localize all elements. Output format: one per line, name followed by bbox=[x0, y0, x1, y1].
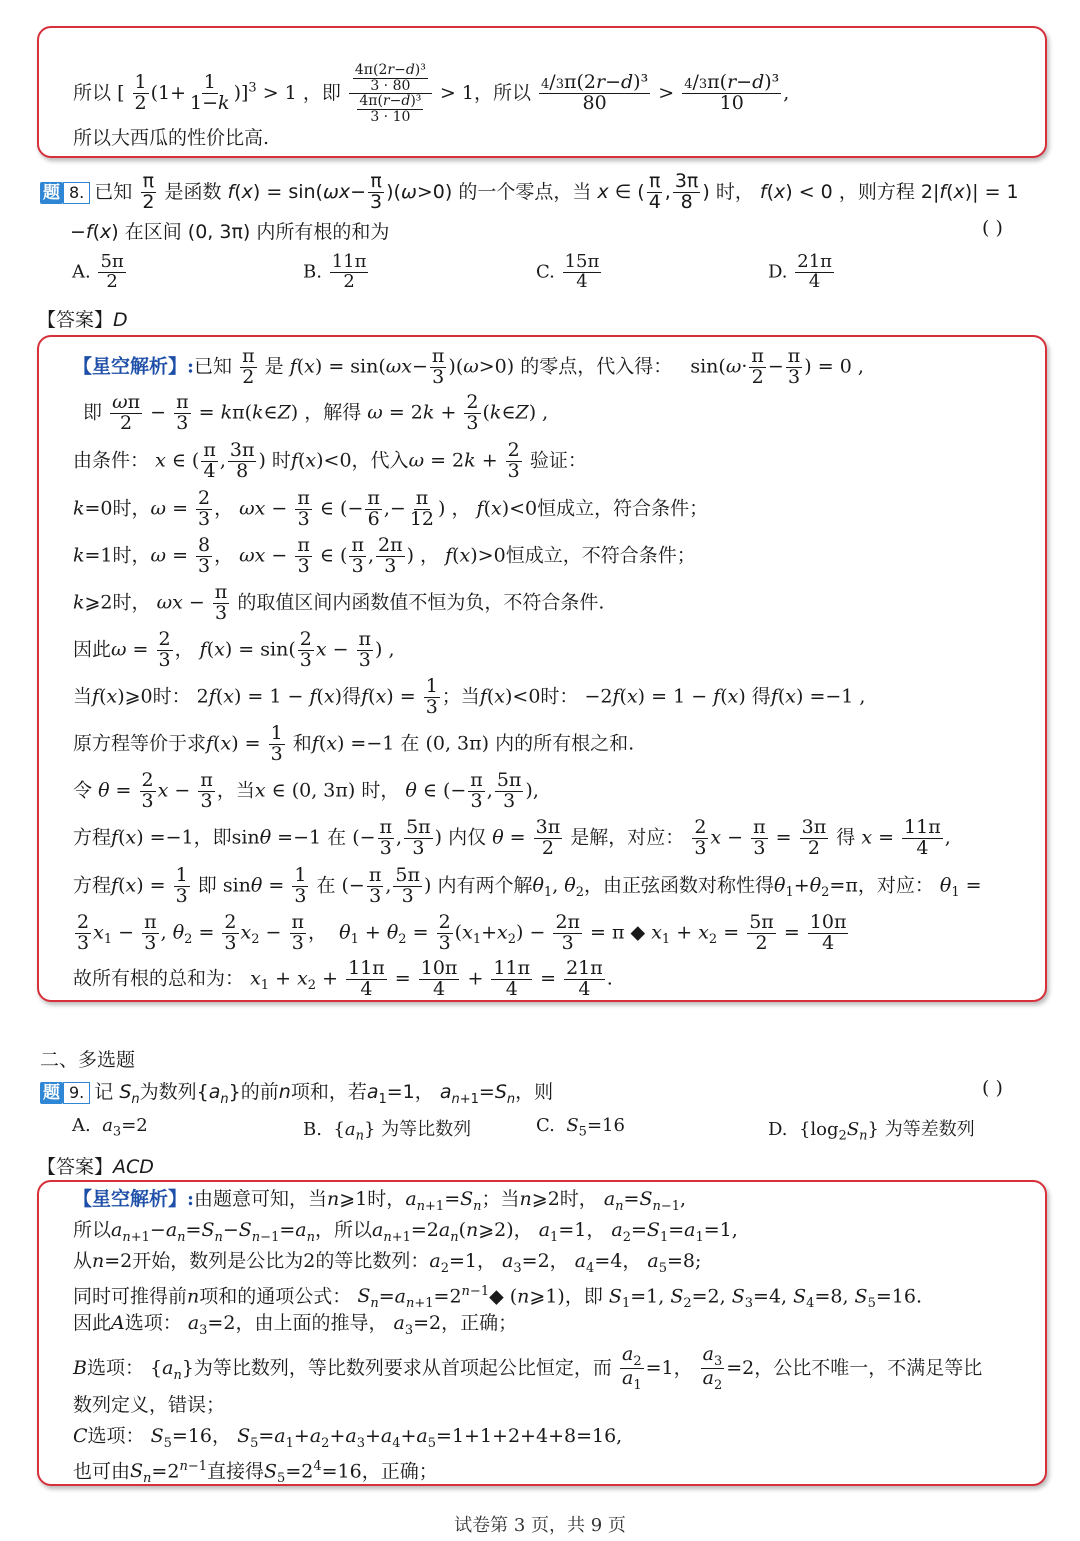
option-d[interactable]: D. $\{\log_2S_n\}$ 为等差数列 bbox=[768, 1119, 975, 1144]
sol8-line13: $\frac{2}{3}$ $x_1$ − $\frac{\pi}{3}$ , $\theta_2$ = $\frac{2}{3}$ $x_2$ − $\frac{\pi}{3}$ ， $\theta_1 + \theta_2$ = $\frac{2}{3}$ $(x_1+x_2)$ − $\frac{2\pi}{3}$ = π ◆ $x_1 + x_2$ = $\frac{5\pi}{2}$ = $\frac{10\pi}{4}$ bbox=[77, 911, 847, 954]
sol8-line7: 因此ω = $\frac{2}{3}$ ， f(x) = sin( $\frac{2}{3}$ x − $\frac{\pi}{3}$ ) , bbox=[73, 628, 395, 671]
solution-box-q8 bbox=[37, 335, 1047, 1002]
page-footer: 试卷第 3 页，共 9 页 bbox=[454, 1515, 626, 1536]
sol9-line2: 所以$a_{n+1}-a_n=S_n-S_{n-1}=a_n$，所以$a_{n+1}=2a_n(n⩾2)$， $a_1=1$， $a_2=S_1=a_1=1$, bbox=[73, 1219, 738, 1245]
sol9-line9: 也可由$S_n=2^{n-1}$直接得$S_5=2^4=16$，正确； bbox=[73, 1459, 438, 1487]
question-number: 8. bbox=[63, 182, 90, 204]
fraction-big-right: $\frac{\text{4/3π(r−d)³}}{10}$ bbox=[684, 71, 780, 115]
sol8-line10: 令 θ = $\frac{2}{3}$ x − $\frac{\pi}{3}$ ，当x ∈ (0, 3π) 时， θ ∈ (− $\frac{\pi}{3}$ , $\frac{5\pi}{3}$ ), bbox=[73, 769, 539, 812]
option-c[interactable]: C. $S_5=16$ bbox=[536, 1115, 625, 1140]
answer-8: 【答案】D bbox=[37, 309, 128, 331]
nested-fraction: $\frac{\frac{\text{4π(2r−d)³}}{3 \cdot 80}}{\frac{\text{4π(r−d)³}}{3 \cdot 10}}$ bbox=[349, 63, 432, 125]
sol9-line3: 从n=2开始，数列是公比为2的等比数列：$a_2=1$， $a_3=2$， $a_4=4$， $a_5=8$; bbox=[73, 1250, 702, 1276]
sol8-line4: k=0时，ω = $\frac{2}{3}$ ， ωx − $\frac{\pi}{3}$ ∈ (− $\frac{\pi}{6}$ ,− $\frac{\pi}{12}$ ) ， f(x)<0恒成立，符合条件； bbox=[73, 487, 709, 530]
sol8-line8: 当f(x)⩾0时： 2f(x) = 1 − f(x)得f(x) = $\frac{1}{3}$ ；当f(x)<0时： −2f(x) = 1 − f(x) 得f(x) =−1 , bbox=[73, 675, 866, 718]
sol9-line1: 【星空解析】:由题意可知，当n⩾1时，$a_{n+1}=S_n$；当n⩾2时， $a_n=S_{n-1}$, bbox=[73, 1188, 687, 1214]
sol8-line9: 原方程等价于求f(x) = $\frac{1}{3}$ 和f(x) =−1 在 (0, 3π) 内的所有根之和. bbox=[73, 722, 635, 765]
section-title: 二、多选题 bbox=[40, 1049, 136, 1071]
sol8-line1: 【星空解析】:已知 $\frac{\pi}{2}$ 是 f(x) = sin(ωx− $\frac{\pi}{3}$ )(ω>0) 的零点，代入得： sin(ω· $\frac{\pi}{2}$ − $\frac{\pi}{3}$ ) = 0 , bbox=[73, 345, 864, 388]
option-a[interactable]: A. $\frac{5\pi}{2}$ bbox=[72, 251, 124, 292]
option-c[interactable]: C. $\frac{15\pi}{4}$ bbox=[536, 251, 600, 292]
sol8-line6: k⩾2时， ωx − $\frac{\pi}{3}$ 的取值区间内函数值不恒为负，不符合条件. bbox=[73, 581, 605, 624]
question-badge: 题 bbox=[40, 1082, 63, 1104]
sol8-line12: 方程f(x) = $\frac{1}{3}$ 即 sinθ = $\frac{1}{3}$ 在 (− $\frac{\pi}{3}$ , $\frac{5\pi}{3}$ ) 内有两个解$\theta_1$, $\theta_2$，由正弦函数对称性得$\theta_1+\theta_2=\pi$，对应： $\theta_1$ = bbox=[73, 864, 982, 907]
sol9-line7: 数列定义，错误； bbox=[73, 1394, 226, 1416]
answer-blank: ( ) bbox=[982, 217, 1003, 239]
sol8-line11: 方程f(x) =−1，即sinθ =−1 在 (− $\frac{\pi}{3}$ , $\frac{5\pi}{3}$ ) 内仅 θ = $\frac{3\pi}{2}$ 是解，对应： $\frac{2}{3}$ x − $\frac{\pi}{3}$ = $\frac{3\pi}{2}$ 得 x = $\frac{11\pi}{4}$ , bbox=[73, 816, 951, 859]
question-9-stem: 题 9. 记 $S_n$为数列$\{a_n\}$的前n项和，若$a_1=1$， $a_{n+1}=S_n$，则 bbox=[40, 1077, 553, 1107]
question-badge: 题 bbox=[40, 182, 63, 204]
math-expr: [ $\frac{1}{2}$ (1+ $\frac{1}{1-k}$ )]$^3$ bbox=[117, 71, 257, 115]
solution-box-q7-tail bbox=[37, 26, 1047, 158]
sol9-line4: 同时可推得前n项和的通项公式： $S_n=a_{n+1}=2^{n-1}◆$ (n⩾1)，即 $S_1=1$, $S_2=2$, $S_3=4$, $S_4=8$, $S_5=16$. bbox=[73, 1284, 922, 1312]
option-b[interactable]: B. $\{a_n\}$ 为等比数列 bbox=[303, 1119, 472, 1144]
answer-blank: ( ) bbox=[982, 1077, 1003, 1099]
question-8-stem-line2: −f(x) 在区间 (0, 3π) 内所有根的和为 bbox=[70, 221, 390, 243]
sol8-line2: 即 $\frac{\omega\pi}{2}$ − $\frac{\pi}{3}$ = kπ(k∈Z) ，解得 ω = 2k + $\frac{2}{3}$ (k∈Z) , bbox=[83, 391, 549, 434]
sol9-line5: 因此A选项： $a_3=2$，由上面的推导， $a_3=2$，正确； bbox=[73, 1312, 518, 1338]
fraction-big-left: $\frac{\text{4/3π(2r−d)³}}{80}$ bbox=[541, 71, 649, 115]
answer-9: 【答案】ACD bbox=[37, 1156, 154, 1178]
sol9-line8: C选项： $S_5=16$， $S_5=a_1+a_2+a_3+a_4+a_5=1+1+2+4+8=16$, bbox=[73, 1425, 623, 1451]
sol8-line14: 故所有根的总和为： $x_1 + x_2$ + $\frac{11\pi}{4}$ = $\frac{10\pi}{4}$ + $\frac{11\pi}{4}$ = $\frac{21\pi}{4}$ . bbox=[73, 957, 613, 1000]
question-number: 9. bbox=[63, 1082, 90, 1104]
question-8-stem: 题 8. 已知 $\frac{\pi}{2}$ 是函数 f(x) = sin(ωx− $\frac{\pi}{3}$ )(ω>0) 的一个零点，当 x ∈ ( $\frac{\pi}{4}$ , $\frac{3\pi}{8}$ ) 时， f(x) < 0 ，则方程 2|f(x)| = 1 bbox=[40, 172, 1019, 213]
sol8-line3: 由条件： x ∈ ( $\frac{\pi}{4}$ , $\frac{3\pi}{8}$ ) 时f(x)<0，代入ω = 2k + $\frac{2}{3}$ 验证： bbox=[73, 439, 587, 482]
option-b[interactable]: B. $\frac{11\pi}{2}$ bbox=[303, 251, 367, 292]
option-a[interactable]: A. $a_3=2$ bbox=[72, 1115, 148, 1140]
box1-line2: 所以大西瓜的性价比高. bbox=[73, 127, 270, 149]
sol8-line5: k=1时，ω = $\frac{8}{3}$ ， ωx − $\frac{\pi}{3}$ ∈ ( $\frac{\pi}{3}$ , $\frac{2\pi}{3}$ ) ， f(x)>0恒成立，不符合条件； bbox=[73, 534, 696, 577]
box1-line1: 所以 [ $\frac{1}{2}$ (1+ $\frac{1}{1-k}$ )]$^3$ > 1 ，即 $\frac{\frac{\text{4π(2r−d)³}}{3 \cdot 80}}{\frac{\text{4π(r−d)³}}{3 \cdot 10}}$ > 1，所以 $\frac{\text{4/3π(2r−d)³}}{80}$ > $\frac{\text{4/3π(r−d)³}}{10}$ , bbox=[73, 62, 790, 126]
solution-box-q9 bbox=[37, 1180, 1047, 1486]
option-d[interactable]: D. $\frac{21\pi}{4}$ bbox=[768, 251, 832, 292]
sol9-line6: B选项： $\{a_n\}$为等比数列，等比数列要求从首项起公比恒定，而 $\frac{a_2}{a_1}$ =1， $\frac{a_3}{a_2}$ =2，公比不唯一，不满足等比 bbox=[73, 1343, 983, 1394]
